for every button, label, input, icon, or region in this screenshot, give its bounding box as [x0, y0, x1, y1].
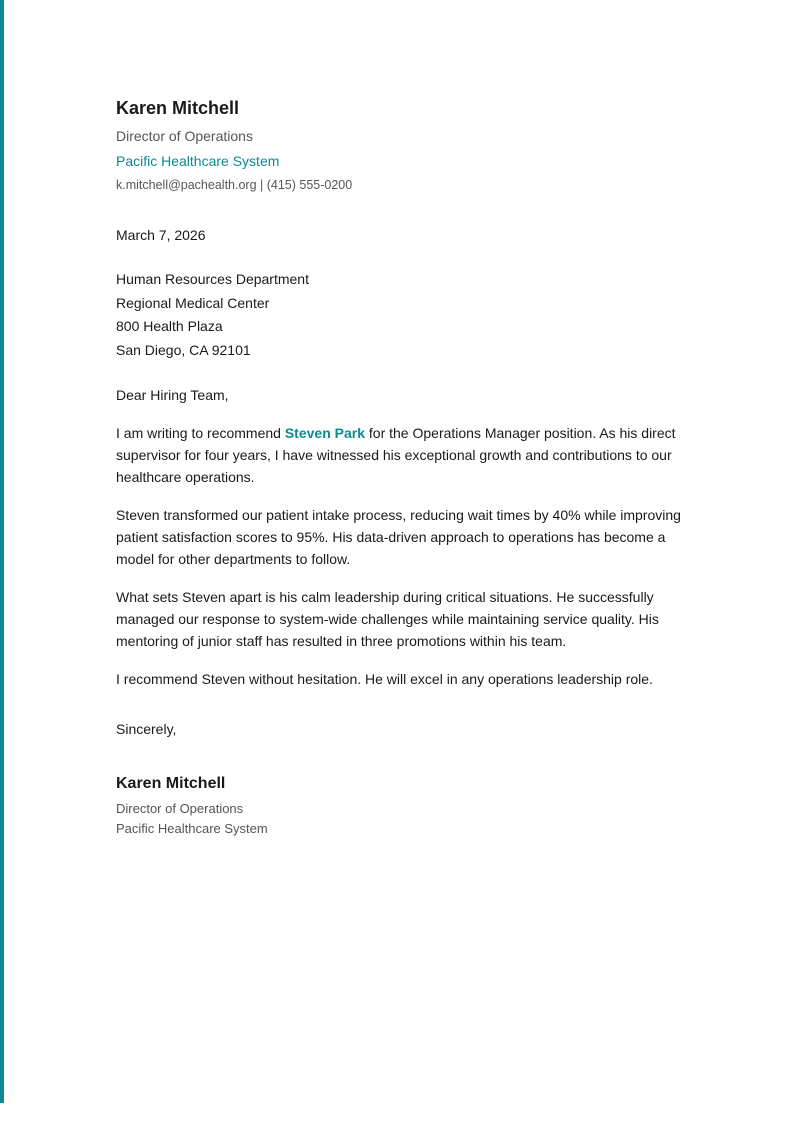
body-paragraph-3: What sets Steven apart is his calm leadership during critical situations. He successfully managed our response to system-wide challenges while maintaining service quality. His mentoring of junior staff has resulted in three promotions within his team. [116, 589, 659, 649]
body-paragraph-1 [116, 422, 706, 488]
salutation: Dear Hiring Team, [116, 387, 229, 403]
signature-title: Director of Operations [116, 801, 244, 816]
signature-block [116, 774, 706, 839]
sender-contact: k.mitchell@pachealth.org | (415) 555-0200 [116, 178, 353, 192]
sender-header [116, 96, 706, 193]
sender-organization: Pacific Healthcare System [116, 153, 280, 169]
sender-name: Karen Mitchell [116, 98, 240, 118]
paragraph-text: for the Operations Manager position. As his direct supervisor for four years, I have witnessed his exceptional growth and contributions to our healthcare operations. [116, 425, 676, 485]
recipient-line: Regional Medical Center [116, 294, 270, 311]
closing: Sincerely, [116, 721, 177, 737]
sender-title: Director of Operations [116, 128, 253, 144]
accent-bar [0, 0, 4, 1103]
body-paragraph-4: I recommend Steven without hesitation. He will excel in any operations leadership role. [116, 671, 653, 687]
paragraph-text: I am writing to recommend [116, 425, 285, 441]
signature-name: Karen Mitchell [116, 775, 226, 792]
signature-organization: Pacific Healthcare System [116, 821, 268, 836]
body-paragraph-2: Steven transformed our patient intake process, reducing wait times by 40% while improving patient satisfaction scores to 95%. His data-driven approach to operations has become a model for other departments to follow. [116, 507, 681, 567]
recipient-line: San Diego, CA 92101 [116, 341, 251, 358]
recipient-line: Human Resources Department [116, 271, 309, 287]
recipient-address [116, 268, 706, 362]
candidate-name: Steven Park [284, 425, 366, 441]
letter-date: March 7, 2026 [116, 227, 206, 243]
letter-page [116, 96, 706, 839]
recipient-line: 800 Health Plaza [116, 318, 223, 334]
